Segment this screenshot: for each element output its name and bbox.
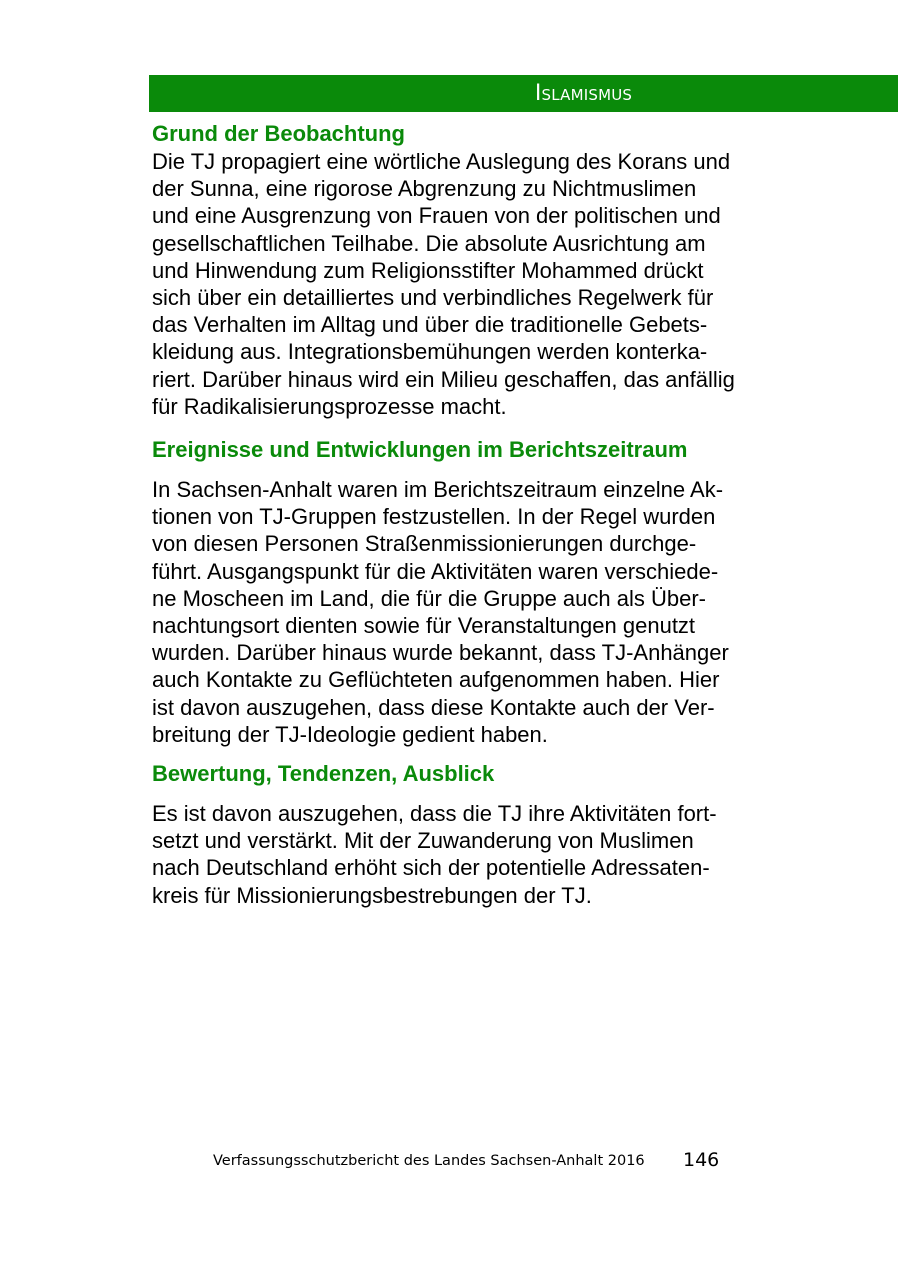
- page-number: 146: [683, 1149, 720, 1171]
- page-footer: [213, 1149, 733, 1171]
- footer-publication-title: Verfassungsschutzbericht des Landes Sachsen-Anhalt 2016: [213, 1153, 645, 1169]
- section-body-bewertung: Es ist davon auszugehen, dass die TJ ihre Aktivitäten fort- setzt und verstärkt. Mit der Zuwanderung von Muslimen nach Deutschland erhöht sich der potentielle Adressaten- kreis für Missionierungsbestrebungen der TJ.: [152, 801, 717, 908]
- chapter-title: Islamismus: [534, 81, 633, 106]
- section-heading-ereignisse: Ereignisse und Entwicklungen im Berichtszeitraum: [152, 437, 688, 463]
- section-heading-bewertung: Bewertung, Tendenzen, Ausblick: [152, 761, 495, 787]
- page-content: [152, 120, 784, 909]
- chapter-header-bar: [149, 75, 898, 112]
- section-body-ereignisse: In Sachsen-Anhalt waren im Berichtszeitraum einzelne Ak- tionen von TJ-Gruppen festzustellen. In der Regel wurden von diesen Personen Straßenmissionierungen durchge- führt. Ausgangspunkt für die Aktivitäten waren verschiede- ne Moscheen im Land, die für die Gruppe auch als Über- nachtungsort dienten sowie für Veranstaltungen genutzt wurden. Darüber hinaus wurde bekannt, dass TJ-Anhänger auch Kontakte zu Geflüchteten aufgenommen haben. Hier ist davon auszugehen, dass diese Kontakte auch der Ver- breitung der TJ-Ideologie gedient haben.: [152, 477, 729, 747]
- section-body-grund: Die TJ propagiert eine wörtliche Auslegung des Korans und der Sunna, eine rigorose Abgrenzung zu Nichtmuslimen und eine Ausgrenzung von Frauen von der politischen und gesellschaftlichen Teilhabe. Die absolute Ausrichtung am und Hinwendung zum Religionsstifter Mohammed drückt sich über ein detailliertes und verbindliches Regelwerk für das Verhalten im Alltag und über die traditionelle Gebets- kleidung aus. Integrationsbemühungen werden konterka- riert. Darüber hinaus wird ein Milieu geschaffen, das anfällig für Radikalisierungsprozesse macht.: [152, 149, 735, 419]
- section-heading-grund: Grund der Beobachtung: [152, 121, 405, 146]
